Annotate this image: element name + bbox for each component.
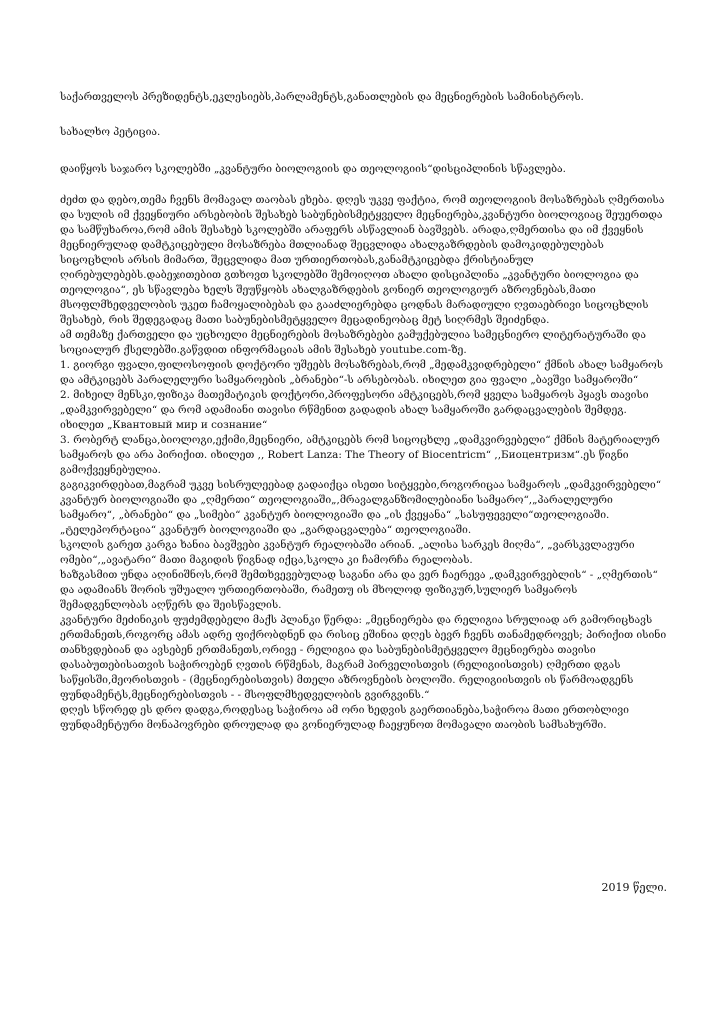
document-date: 2019 წელი. xyxy=(601,881,667,894)
petition-subject: დაიწყოს საჯარო სკოლებში „კვანტური ბიოლოგიის და თეოლოგიის“დისციპლინის სწავლება. xyxy=(60,163,566,175)
body-paragraph-school: სკოლის გარეთ კარგა ხანია ბავშვები კვანტურ რეალობაში არიან. „ალისა სარკეს მიღმა“, „ვარსკვლავური ომები“,„ავატარი“ მათი მაგიდის წიგნად იქცა,სკოლა კი ჩამორჩა რეალობას. xyxy=(60,539,635,566)
body-paragraph-conclusion: დღეს სწორედ ეს დრო დადგა,როდესაც საჭიროა ამ ორი ხედვის გაერთიანება,საჭიროა მათი ერთობლივი ფუნდამენტური მონაპოვრები დროულად და გონიერულად ჩაეყუნოთ მომავალი თაობის სამსახურში. xyxy=(60,704,629,731)
list-item-1: 1. გიორგი ფვალი,ფილოსოფიის დოქტორი უშეებს მოსაზრებას,რომ „მედამკვიდრებელი“ ქმნის ახალ სამყაროს და ამტკიცებს პარალელური სამყაროების „ბრანები“-ს არსებობას. იხილეთ გია ფვალი „ბავშვი სამყაროში“ xyxy=(60,359,664,386)
addressee-line: საქართველოს პრეზიდენტს,ეკლესიებს,პარლამენტს,განათლების და მეცნიერების სამინისტროს. xyxy=(60,91,584,103)
body-paragraph-planck-quote: კვანტური მეძინიკის ფუძემდებელი მაქს პლანკი წერდა: „მეცნიერება და რელიგია სრულიად არ გამორიცხავს ერთმანეთს,როგორც ამას ადრე ფიქრობდნენ და რისიც ეშინია დღეს ბევრ ჩვენს თანამედროვეს; პირიქით ისინი თანხვდებიან და ავსებენ ერთმანეთს,ორივე - რელიგია და საბუნებისმეტყველო მეცნიერება თავისი დასაბუთებისათვის საჭიროებენ ღვთის რწმენას, მაგრამ პირველისთვის (რელიგიისთვის) ღმერთი დგას საწყისში,მეორისთვის - (მეცნიერებისთვის) მთელი აზროვნების ბოლოში. რელიგიისთვის ის წარმოადგენს ფუნდამენტს,მეცნიერებისთვის - - მსოფლმხედველობის გვირგვინს.“ xyxy=(60,614,667,701)
body-paragraph-sources: ამ თემაზე ქართველი და უცხოელი მეცნიერების მოსაზრებები გამუქებულია სამეცნიერო ლიტერატურაში და სოციალურ ქსელებში.გაწვდით ინფორმაციას ამის შესახებ youtube.com-ზე. xyxy=(60,329,646,356)
list-item-3: 3. რობერტ ლანცა,ბიოლოგი,ექიმი,მეცნიერი, ამტკიცებს რომ სიცოცხლე „დამკვირვებელი“ ქმნის მატერიალურ სამყაროს და არა პირიქით. იხილეთ ,, Robert Lanza: The Theory of Biocentricm“ ,,Биоцентризм“.ეს წიგნი გამოქვეყნებულია. xyxy=(60,434,660,476)
list-item-2: 2. მიხეილ მენსკი,ფიზიკა მათემატიკის დოქტორი,პროფესორი ამტკიცებს,რომ ყველა სამყაროს პყავს თავისი „დამკვირვებელი“ და რომ ადამიანი თავისი რწმენით გადადის ახალ სამყაროში გარდაცვალების შემდეგ. იხილეთ „Квантовый мир и сознание“ xyxy=(60,389,649,431)
body-paragraph-terms: გაგიკვირდებათ,მაგრამ უკვე სისრულეებად გადაიქცა ისეთი სიტყვები,როგორიცაა სამყაროს „დამკვირვებელი“ კვანტურ ბიოლოგიაში და „ღმერთი“ თეოლოგიაში„,მრავალგანზომილებიანი სამყარო“,„პარალელური სამყარო“, „ბრანები“ და „სიმები“ კვანტურ ბიოლოგიაში და „ის ქვეყანა“ „სასუფეველი“თეოლოგიაში. „ტელეპორტაცია“ კვანტურ ბიოლოგიაში და „გარდაცვალება“ თეოლოგიაში. xyxy=(60,479,662,536)
petition-heading: სახალხო პეტიცია. xyxy=(60,126,161,138)
body-paragraph-emphasis: ხაზგასმით უნდა აღინიშნოს,რომ შემთხვევებულად საგანი არა და ვერ ჩაერევა „დამკვირვებლის“ - „ღმერთის“ და ადამიანს შორის უშუალო ურთიერთობაში, რამეთუ ის მხოლოდ ფიზიკურ,სულიერ სამყაროს შემადგენლობას აღწერს და შეისწავლის. xyxy=(60,569,658,611)
body-paragraph-intro: ძეძთ და დებო,თემა ჩვენს მომავალ თაობას ეხება. დღეს უკვე ფაქტია, რომ თეოლოგიის მოსაზრებას ღმერთისა და სულის იმ ქვეყნიური არსებობის შესახებ საბუნებისმეტყველო მეცნიერება,კვანტური ბიოლოგიაც შეუერთდა და სამწუხაროა,რომ ამის შესახებ სკოლებში არაფერს ასწავლიან ბავშვებს. არადა,ღმერთისა და იმ ქვეყნის მეცნიერულად დამტკიცებული მოსაზრება მთლიანად შეცვლიდა ახალგაზრდების დამოკიდებულებას სიცოცხლის არსის მიმართ, შეცვლიდა მათ ურთიერთობას,განამტკიცებდა ქრისტიანულ ღირებულებებს.დაბეჯითებით გთხოვთ სკოლებში შემოიღოთ ახალი დისციპლინა „კვანტური ბიოლოგია და თეოლოგია“, ეს სწავლება ხელს შეუწყობს ახალგაზრდების გონიერ თეოლოგიურ აზროვნებას,მათი მსოფლმხედველობის უკეთ ჩამოყალიბებას და გააძლიერებდა ცოდნას მარადიული ღვთაებრივი სიცოცხლის შესახებ, რის შედეგადაც მათი საბუნებისმეტყველო მეცადინეობაც მეტ სიღრმეს შეიძენდა. xyxy=(60,194,665,326)
